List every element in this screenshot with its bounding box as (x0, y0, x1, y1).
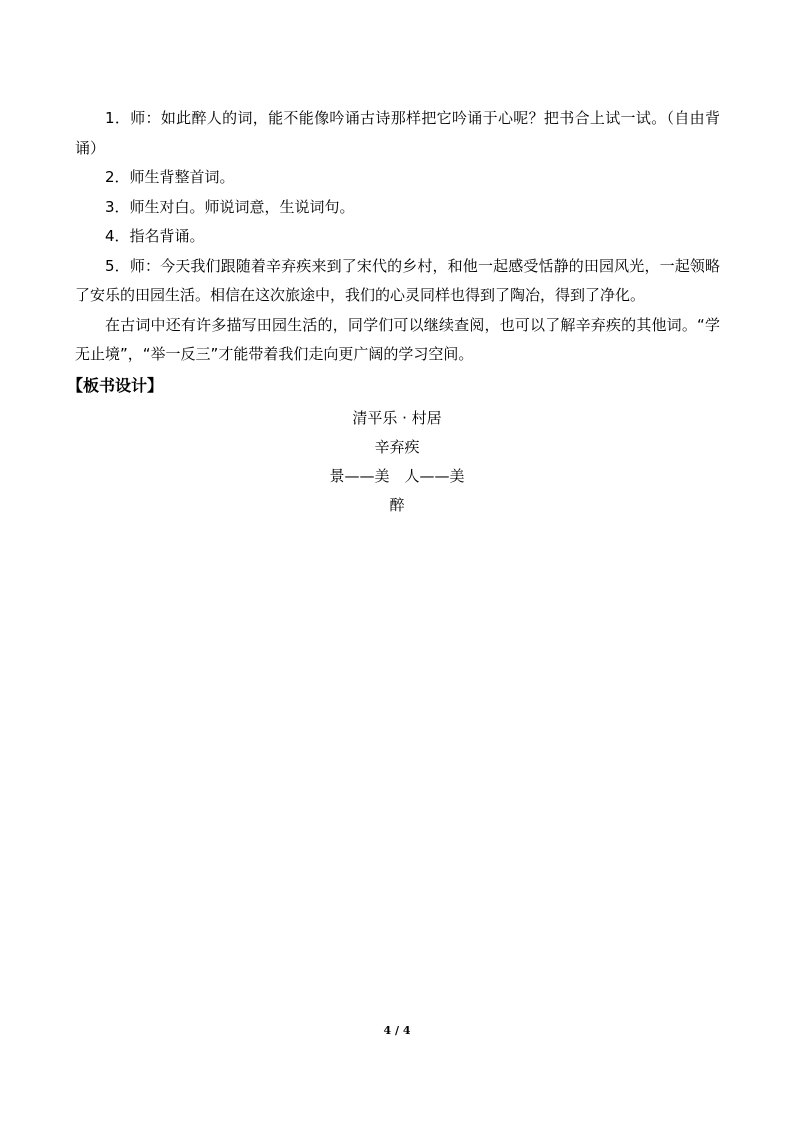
step-4-paragraph: 4．指名背诵。 (105, 227, 205, 245)
page-number: 4 / 4 (383, 1024, 411, 1037)
board-title: 清平乐 · 村居 (352, 409, 442, 427)
board-design-heading: 【板书设计】 (67, 375, 164, 395)
step-2-paragraph: 2．师生背整首词。 (105, 168, 235, 186)
step-1-paragraph: 1．师：如此醉人的词，能不能像吟诵古诗那样把它吟诵于心呢？把书合上试一试。（自由背诵） (75, 109, 720, 157)
closing-paragraph: 在古词中还有许多描写田园生活的，同学们可以继续查阅，也可以了解辛弃疾的其他词。“学无止境”，“举一反三”才能带着我们走向更广阔的学习空间。 (75, 315, 720, 363)
board-line: 景——美 人——美 (329, 467, 465, 485)
document-body (67, 104, 720, 401)
step-3-paragraph: 3．师生对白。师说词意，生说词句。 (105, 197, 355, 216)
step-5-paragraph: 5．师：今天我们跟随着辛弃疾来到了宋代的乡村，和他一起感受恬静的田园风光，一起领略了安乐的田园生活。相信在这次旅途中，我们的心灵同样也得到了陶冶，得到了净化。 (75, 256, 720, 304)
board-design (0, 404, 794, 520)
board-summary: 醉 (389, 496, 405, 514)
board-author: 辛弃疾 (374, 438, 420, 456)
